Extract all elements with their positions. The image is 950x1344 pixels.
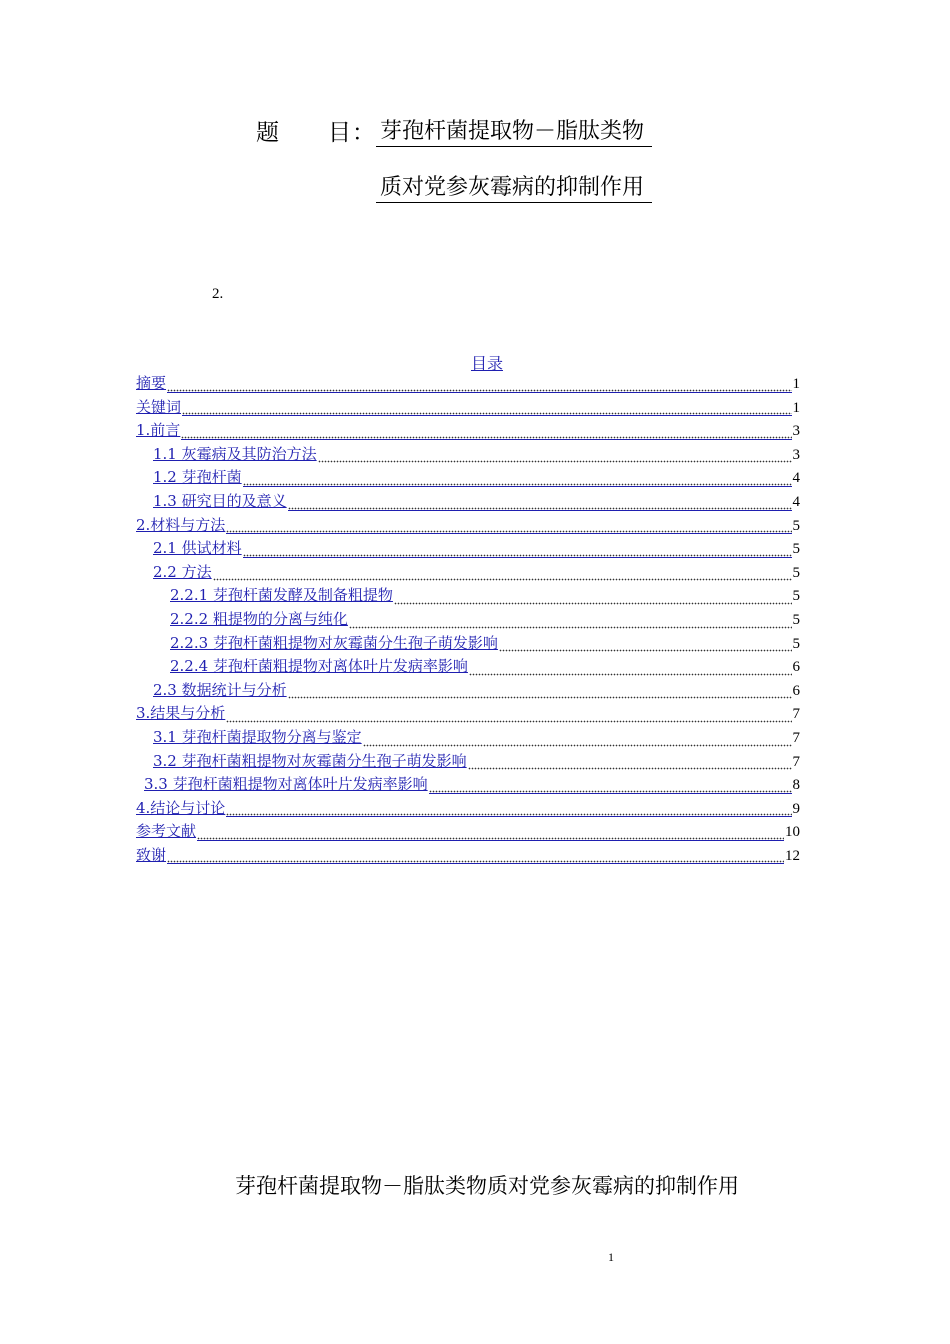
toc-page: 3 [792,423,800,440]
toc-item[interactable] [136,444,800,468]
toc-item[interactable] [136,774,800,798]
toc-page: 5 [792,541,800,558]
toc-leader [226,709,791,723]
toc-leader [197,826,784,841]
toc-page: 6 [792,682,800,699]
toc-link[interactable]: 2.2.2 粗提物的分离与纯化 [170,609,348,628]
toc-item[interactable] [136,585,800,609]
toc-page: 5 [792,611,800,628]
toc-link[interactable]: 参考文献 [136,822,197,841]
toc-leader [213,567,792,581]
toc-link[interactable]: 1.3 研究目的及意义 [153,491,287,510]
title-label: 题 目： [256,120,376,146]
toc-item[interactable] [136,845,800,869]
toc-item[interactable] [136,397,800,421]
toc-leader [243,472,792,487]
toc-page: 1 [792,399,800,416]
toc-link[interactable]: 3.1 芽孢杆菌提取物分离与鉴定 [153,727,362,746]
toc-item[interactable] [136,467,800,491]
toc-link[interactable]: 2.1 供试材料 [153,539,242,558]
toc-leader [429,779,792,794]
toc-item[interactable] [136,821,800,845]
toc-leader [181,425,791,440]
toc-leader [226,519,791,534]
toc-leader [167,849,784,864]
toc-page: 1 [792,376,800,392]
thesis-title-line-2: 质对党参灰霉病的抑制作用 [376,170,652,203]
toc-page: 3 [792,446,800,463]
toc-item[interactable] [136,680,800,704]
toc-leader [226,802,791,817]
toc-item[interactable] [136,727,800,751]
toc-link[interactable]: 2.2.3 芽孢杆菌粗提物对灰霉菌分生孢子萌发影响 [170,633,498,652]
toc-item[interactable] [136,538,800,562]
toc-page: 4 [792,493,800,510]
toc-link[interactable]: 2.材料与方法 [136,515,226,534]
toc-page: 5 [792,517,800,534]
toc-leader [288,496,792,511]
toc-leader [349,615,792,629]
toc-link[interactable]: 1.1 灰霉病及其防治方法 [153,444,317,463]
toc-page: 6 [792,659,800,676]
stray-number: 2. [212,286,224,302]
toc-item[interactable] [136,798,800,822]
toc-page: 10 [785,824,800,841]
toc-link[interactable]: 3.2 芽孢杆菌粗提物对灰霉菌分生孢子萌发影响 [153,751,467,770]
toc-item[interactable] [136,515,800,539]
toc-leader [499,638,792,652]
toc-link[interactable]: 2.2 方法 [153,562,212,581]
toc-link[interactable]: 3.3 芽孢杆菌粗提物对离体叶片发病率影响 [144,775,428,794]
toc-link[interactable]: 关键词 [136,397,182,416]
toc-link[interactable]: 摘要 [136,374,167,392]
toc-leader [288,685,792,699]
toc-item[interactable] [136,562,800,586]
toc-leader [363,733,792,747]
toc-item[interactable] [136,656,800,680]
toc-link[interactable]: 致谢 [136,845,167,864]
toc-link[interactable]: 1.前言 [136,421,181,440]
toc-link[interactable]: 2.2.1 芽孢杆菌发酵及制备粗提物 [170,586,393,605]
toc-page: 9 [792,800,800,817]
toc-leader [243,543,792,558]
toc-page: 12 [785,847,800,864]
toc-item[interactable] [136,491,800,515]
toc-link[interactable]: 4.结论与讨论 [136,798,226,817]
toc-item[interactable] [136,609,800,633]
document-title: 芽孢杆菌提取物－脂肽类物质对党参灰霉病的抑制作用 [235,1174,739,1198]
toc-link[interactable]: 1.2 芽孢杆菌 [153,468,242,487]
toc-heading[interactable]: 目录 [470,354,503,373]
toc-link[interactable]: 3.结果与分析 [136,704,226,723]
toc-leader [182,401,791,416]
toc-page: 5 [792,635,800,652]
toc-page: 4 [792,470,800,487]
page-number: 1 [608,1250,614,1264]
toc-item[interactable] [136,751,800,775]
toc-page: 7 [792,706,800,723]
toc-page: 5 [792,588,800,605]
toc-page: 8 [792,777,800,794]
toc-link[interactable]: 2.2.4 芽孢杆菌粗提物对离体叶片发病率影响 [170,657,468,676]
toc-page: 7 [792,729,800,746]
toc-leader [318,449,792,463]
toc-item[interactable] [136,633,800,657]
toc-item[interactable] [136,373,800,397]
toc-leader [468,756,792,770]
toc-page: 5 [792,564,800,581]
toc-item[interactable] [136,703,800,727]
table-of-contents [136,373,800,868]
toc-link[interactable]: 2.3 数据统计与分析 [153,680,287,699]
toc-page: 7 [792,753,800,770]
toc-leader [469,662,792,676]
toc-leader [167,378,791,393]
toc-leader [394,591,792,605]
thesis-title-line-1: 芽孢杆菌提取物－脂肽类物 [376,114,652,147]
toc-item[interactable] [136,420,800,444]
